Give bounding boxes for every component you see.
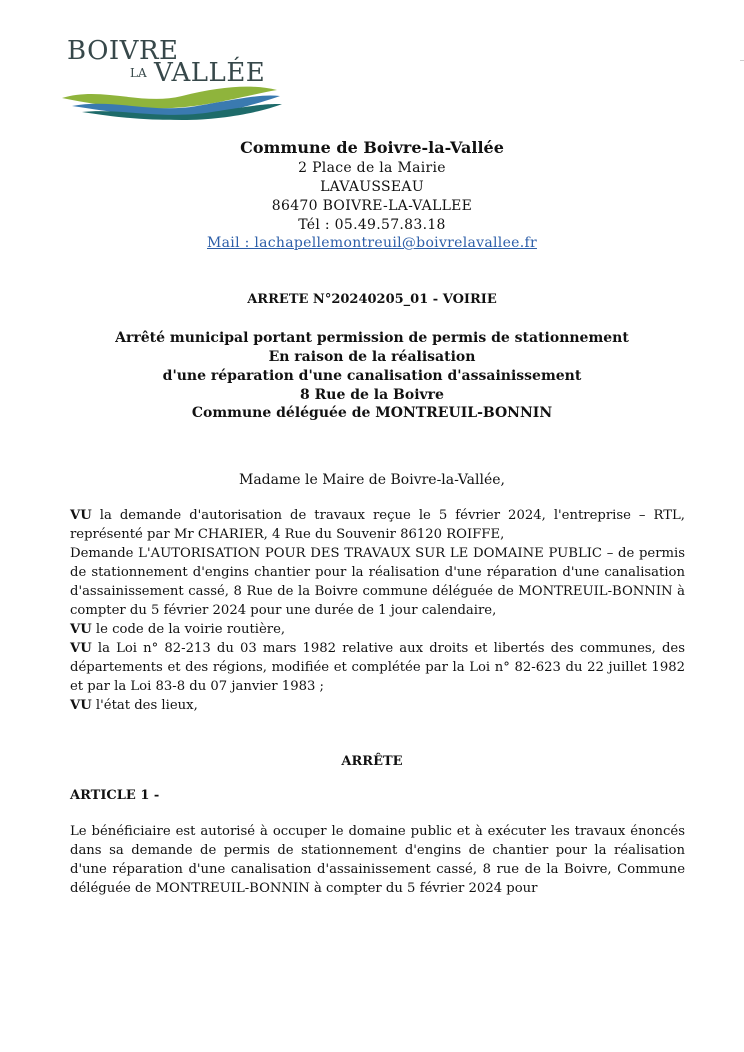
logo-waves-icon [62, 76, 282, 120]
logo-word-la: LA [130, 66, 147, 80]
salutation: Madame le Maire de Boivre-la-Vallée, [239, 472, 505, 488]
considerant-paragraph: VU la Loi n° 82-213 du 03 mars 1982 relative aux droits et libertés des communes, des départements et des régions, modifiée et complétée par la Loi n° 82-623 du 22 juillet 1982 et par la Loi 83-8 du 07 janvier 1983 ; [70, 641, 685, 694]
arrete-number: ARRETE N°20240205_01 - VOIRIE [247, 292, 497, 307]
title-line-5: Commune déléguée de MONTREUIL-BONNIN [191, 405, 553, 421]
commune-name: Commune de Boivre-la-Vallée [240, 138, 504, 157]
phone-line: Tél : 05.49.57.83.18 [298, 217, 446, 233]
article-1-text: Le bénéficiaire est autorisé à occuper le domaine public et à exécuter les travaux énoncés dans sa demande de permis de stationnement d'engins de chantier pour la réalisation d'une réparation d'une canalisation d'assainissement cassé, 8 rue de la Boivre, Commune déléguée de MONTREUIL-BONNIN à compter du 5 février 2024 pour [70, 824, 685, 896]
considerant-paragraph: Demande L'AUTORISATION POUR DES TRAVAUX SUR LE DOMAINE PUBLIC – de permis de stationnement d'engins chantier pour la réalisation d'une réparation d'une canalisation d'assainissement cassé, 8 Rue de la Boivre commune déléguée de MONTREUIL-BONNIN à compter du 5 février 2024 pour une durée de 1 jour calendaire, [70, 546, 685, 618]
address-line: 2 Place de la Mairie [298, 160, 446, 176]
commune-logo [62, 36, 282, 120]
title-line-1: Arrêté municipal portant permission de permis de stationnement [115, 330, 629, 346]
title-line-4: 8 Rue de la Boivre [300, 387, 444, 403]
logo-word-boivre: BOIVRE [67, 36, 179, 66]
considerants-block [70, 506, 685, 715]
title-line-3: d'une réparation d'une canalisation d'assainissement [162, 368, 582, 384]
title-line-2: En raison de la réalisation [268, 349, 476, 365]
article-1-heading: ARTICLE 1 - [70, 788, 160, 803]
considerant-paragraph: VU le code de la voirie routière, [70, 622, 286, 637]
considerant-paragraph: VU l'état des lieux, [70, 698, 198, 713]
email-link[interactable]: Mail : lachapellemontreuil@boivrelavallee.fr [207, 235, 537, 251]
page-edge-mark [740, 60, 744, 61]
city-line: LAVAUSSEAU [320, 179, 424, 195]
considerant-paragraph: VU la demande d'autorisation de travaux reçue le 5 février 2024, l'entreprise – RTL, représenté par Mr CHARIER, 4 Rue du Souvenir 86120 ROIFFE, [70, 508, 685, 542]
zip-line: 86470 BOIVRE-LA-VALLEE [271, 198, 473, 214]
arrete-heading: ARRÊTE [341, 754, 403, 769]
logo-word-vallee: VALLÉE [154, 58, 266, 88]
